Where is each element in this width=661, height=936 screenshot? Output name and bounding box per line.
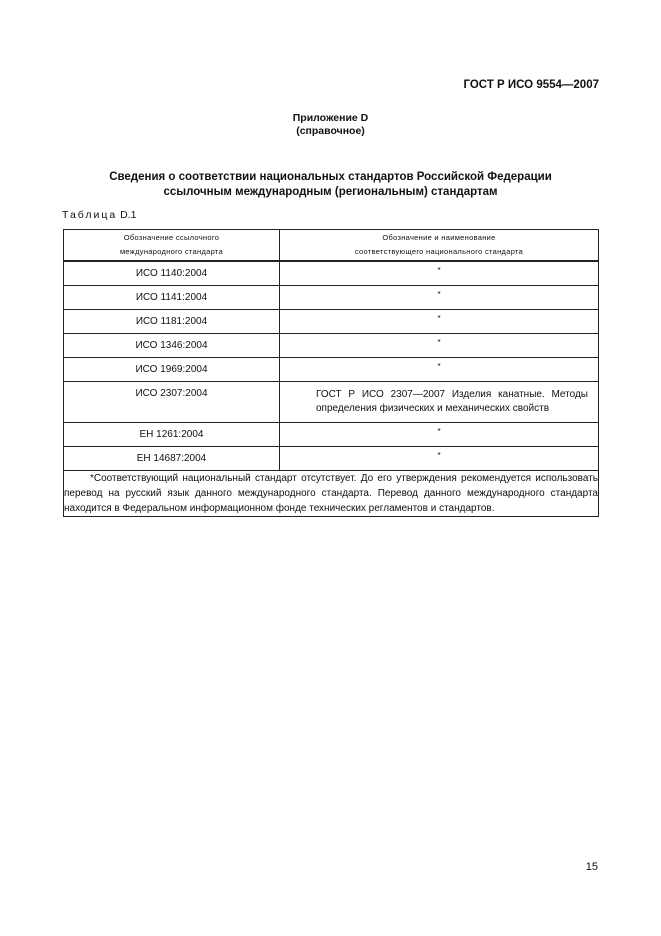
national-standard-cell bbox=[280, 358, 599, 382]
table-row bbox=[64, 447, 599, 471]
header-ref-line-2: международного стандарта bbox=[119, 247, 224, 256]
appendix-heading bbox=[0, 112, 661, 138]
ref-standard-cell: ЕН 14687:2004 bbox=[64, 447, 280, 471]
national-standard-cell: ГОСТ Р ИСО 2307—2007 Изделия канатные. Методы определения физических и механических свойств bbox=[280, 382, 599, 423]
table-caption bbox=[62, 209, 136, 221]
national-standard-cell bbox=[280, 286, 599, 310]
national-standard-cell bbox=[280, 447, 599, 471]
header-ref-standard bbox=[64, 230, 280, 262]
table-row bbox=[64, 423, 599, 447]
national-standard-cell bbox=[280, 423, 599, 447]
national-standard-value: * bbox=[437, 290, 441, 300]
table-row bbox=[64, 334, 599, 358]
ref-standard-cell: ИСО 1346:2004 bbox=[64, 334, 280, 358]
table-row bbox=[64, 261, 599, 286]
table-header-row bbox=[64, 230, 599, 262]
footnote-text: *Соответствующий национальный стандарт отсутствует. До его утверждения рекомендуется использовать перевод на русский язык данного международного стандарта. Перевод данного международного стандарта находится в Федеральном информационном фонде технических регламентов и стандартов. bbox=[64, 473, 598, 514]
national-standard-value: * bbox=[437, 362, 441, 372]
national-standard-cell bbox=[280, 310, 599, 334]
ref-standard-cell: ИСО 1969:2004 bbox=[64, 358, 280, 382]
table-caption-word: Таблица bbox=[62, 209, 118, 221]
ref-standard-cell: ИСО 1181:2004 bbox=[64, 310, 280, 334]
national-standard-value: * bbox=[437, 451, 441, 461]
standards-table bbox=[63, 229, 599, 517]
appendix-title: Приложение D bbox=[292, 112, 369, 124]
page-number: 15 bbox=[585, 861, 598, 873]
national-standard-value: * bbox=[437, 427, 441, 437]
section-title bbox=[70, 170, 591, 200]
ref-standard-cell: ИСО 1141:2004 bbox=[64, 286, 280, 310]
document-code: ГОСТ Р ИСО 9554—2007 bbox=[463, 79, 599, 91]
national-standard-cell bbox=[280, 261, 599, 286]
table-row bbox=[64, 382, 599, 423]
ref-standard-cell: ИСО 1140:2004 bbox=[64, 261, 280, 286]
ref-standard-cell: ИСО 2307:2004 bbox=[64, 382, 280, 423]
section-title-line-1: Сведения о соответствии национальных стандартов Российской Федерации bbox=[109, 171, 552, 183]
section-title-line-2: ссылочным международным (региональным) стандартам bbox=[163, 186, 498, 198]
appendix-subtitle: (справочное) bbox=[296, 125, 365, 137]
table-footnote-row bbox=[64, 471, 599, 517]
table-caption-number: D.1 bbox=[120, 209, 137, 221]
table-row bbox=[64, 358, 599, 382]
ref-standard-cell: ЕН 1261:2004 bbox=[64, 423, 280, 447]
national-standard-value: * bbox=[437, 338, 441, 348]
national-standard-cell bbox=[280, 334, 599, 358]
header-national-standard bbox=[280, 230, 599, 262]
header-national-line-2: соответствующего национального стандарта bbox=[354, 247, 524, 256]
table-row bbox=[64, 286, 599, 310]
header-national-line-1: Обозначение и наименование bbox=[382, 233, 496, 242]
national-standard-value: * bbox=[437, 266, 441, 276]
table-row bbox=[64, 310, 599, 334]
national-standard-value: * bbox=[437, 314, 441, 324]
table-footnote bbox=[64, 471, 599, 517]
header-ref-line-1: Обозначение ссылочного bbox=[123, 233, 220, 242]
